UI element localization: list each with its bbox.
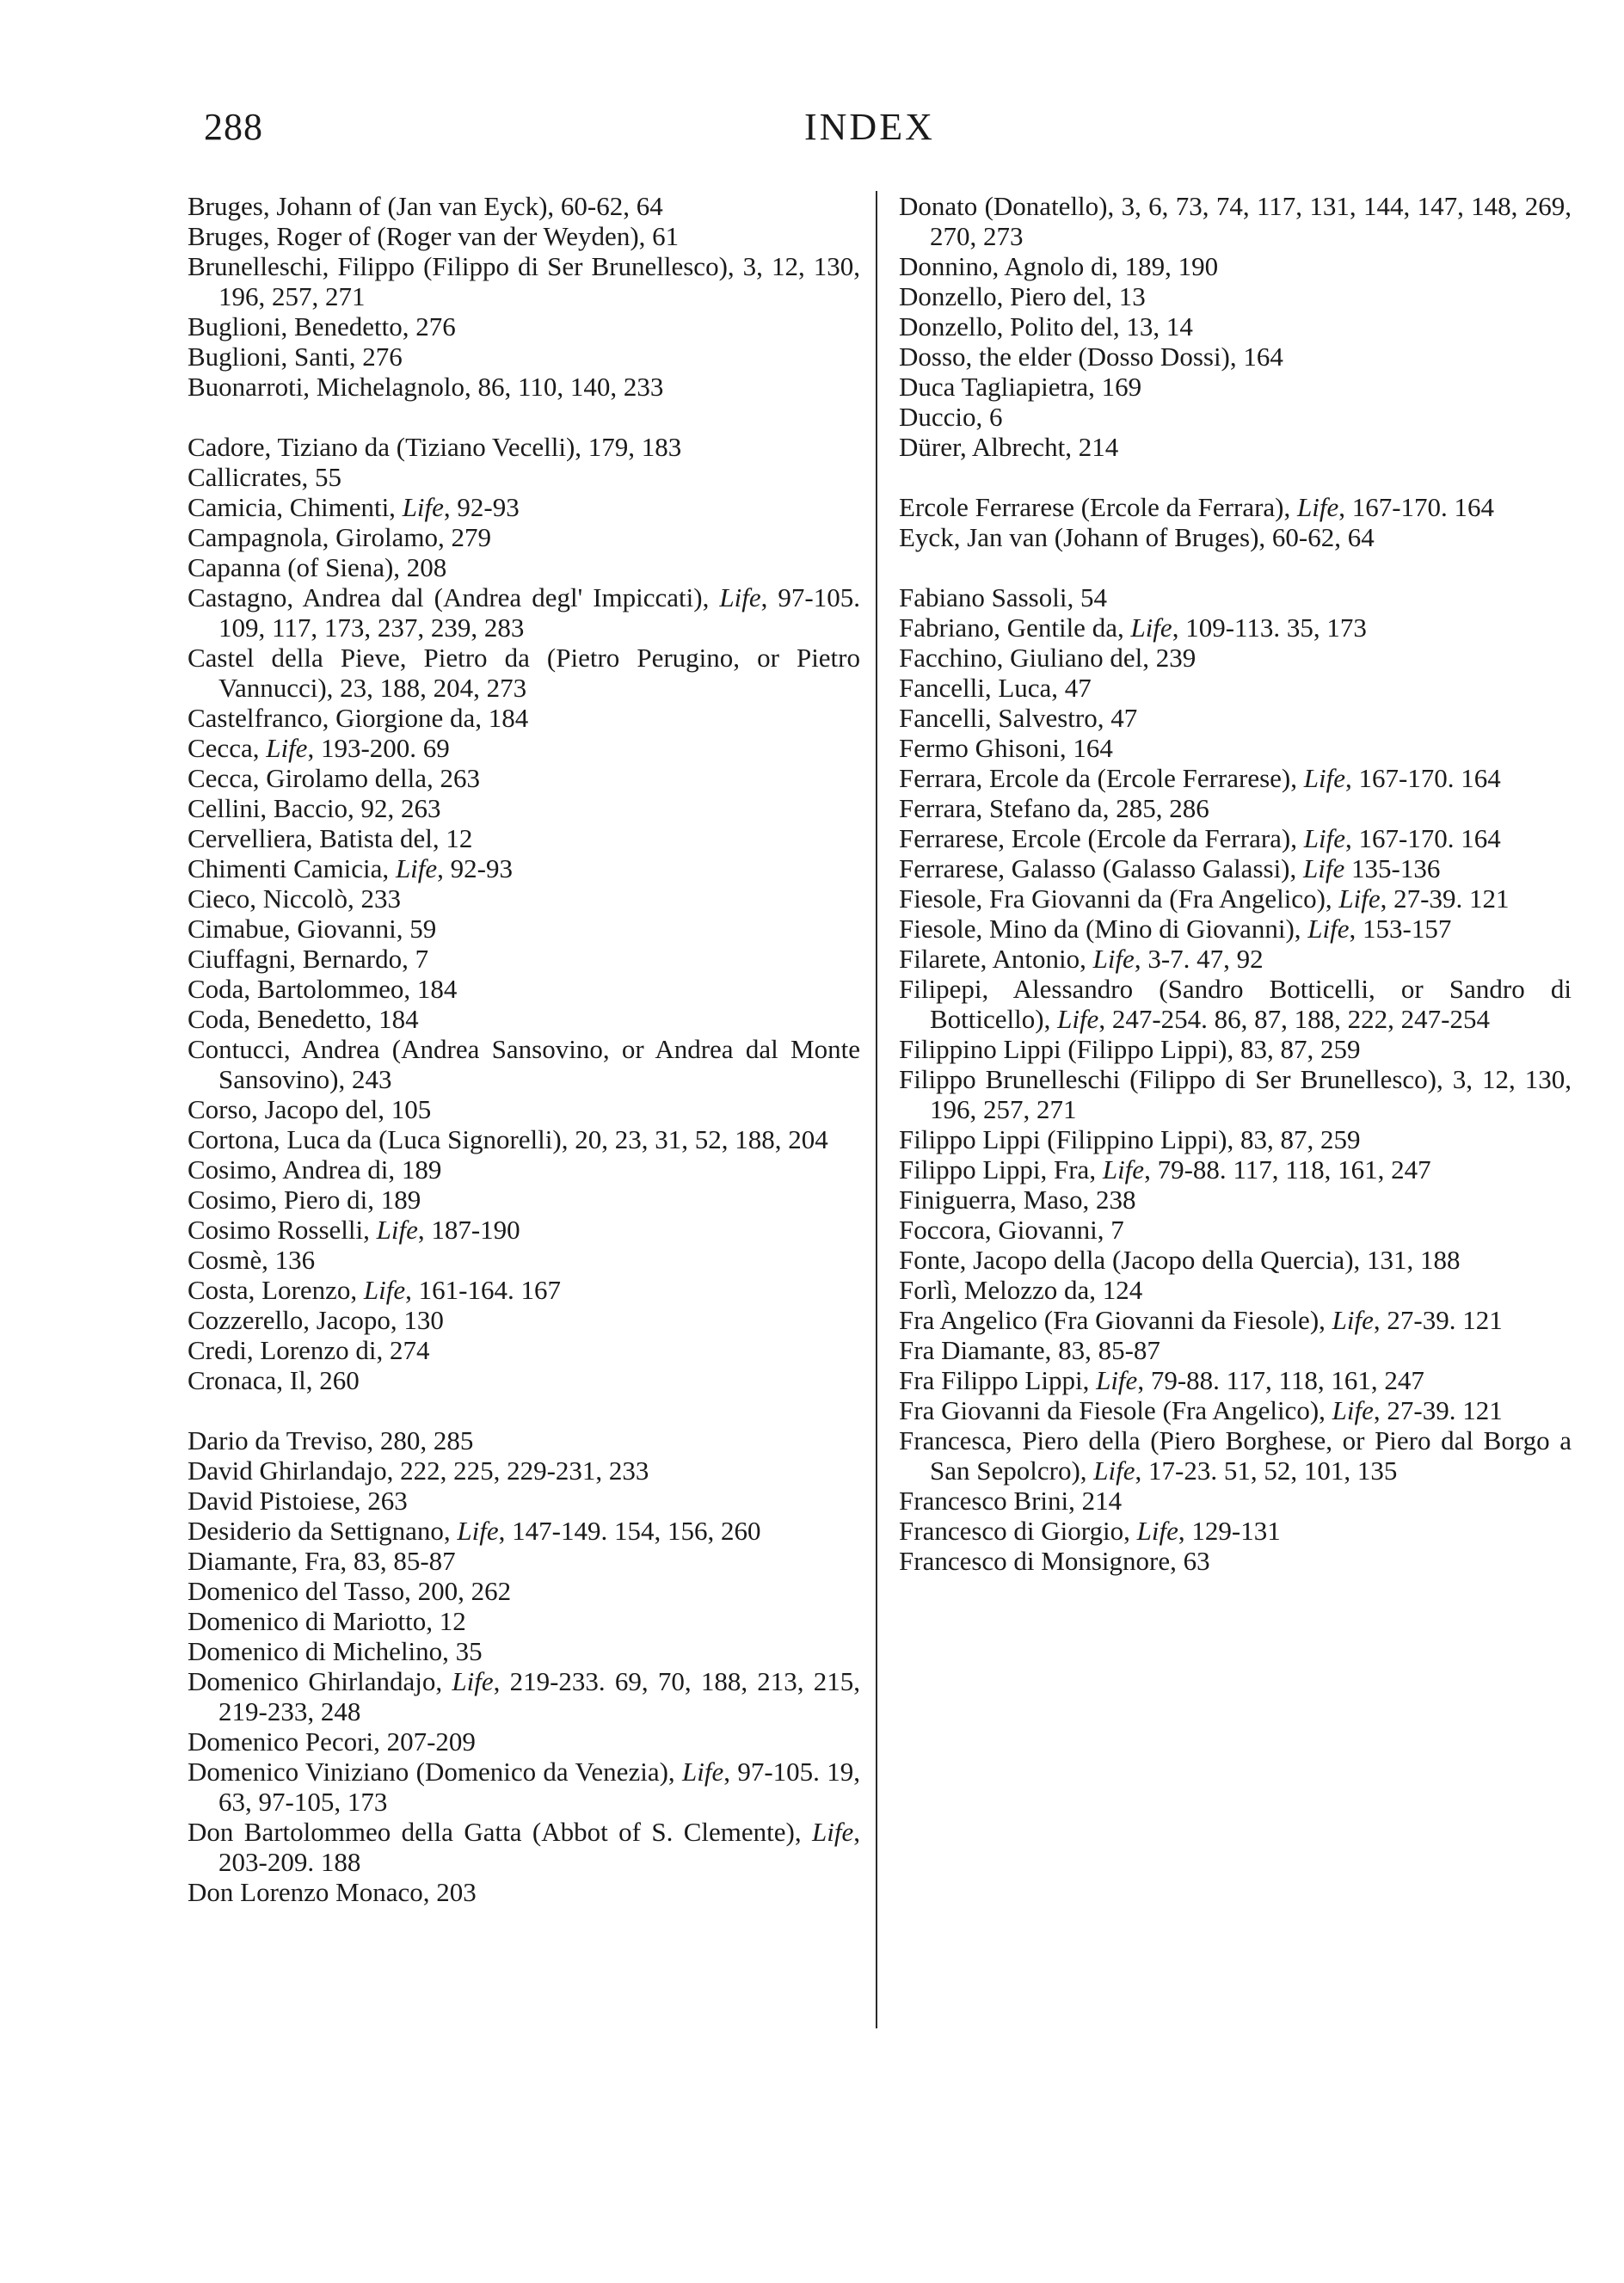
index-entry: Fra Diamante, 83, 85-87 [899, 1335, 1160, 1365]
index-entry: Filippo Lippi, Fra, Life, 79-88. 117, 118, 161, 247 [899, 1154, 1431, 1185]
letter-group-gap [188, 402, 860, 432]
index-entry: Finiguerra, Maso, 238 [899, 1185, 1136, 1215]
index-entry: Castelfranco, Giorgione da, 184 [188, 703, 529, 733]
index-entry: Fabriano, Gentile da, Life, 109-113. 35, 173 [899, 612, 1367, 643]
index-entry: Castel della Pieve, Pietro da (Pietro Perugino, or Pietro Vannucci), 23, 188, 204, 273 [188, 643, 860, 703]
page-number: 288 [204, 106, 263, 148]
index-entry: Ferrara, Ercole da (Ercole Ferrarese), Life, 167-170. 164 [899, 763, 1501, 793]
index-entry: Coda, Bartolommeo, 184 [188, 974, 458, 1004]
index-entry: Domenico di Michelino, 35 [188, 1636, 483, 1666]
letter-group-gap [188, 1395, 860, 1425]
index-entry: Domenico di Mariotto, 12 [188, 1606, 466, 1636]
index-entry: Filippo Lippi (Filippino Lippi), 83, 87, 259 [899, 1124, 1361, 1154]
index-entry: Dario da Treviso, 280, 285 [188, 1425, 474, 1455]
index-entry: Cosmè, 136 [188, 1245, 316, 1275]
index-entry: Bruges, Johann of (Jan van Eyck), 60-62, 64 [188, 191, 663, 221]
index-entry: Filippo Brunelleschi (Filippo di Ser Brunellesco), 3, 12, 130, 196, 257, 271 [899, 1064, 1572, 1124]
index-entry: Francesco di Monsignore, 63 [899, 1546, 1210, 1576]
column-divider [876, 191, 877, 2028]
index-entry: Facchino, Giuliano del, 239 [899, 643, 1196, 673]
index-entry: Capanna (of Siena), 208 [188, 552, 447, 582]
index-entry: Cadore, Tiziano da (Tiziano Vecelli), 179, 183 [188, 432, 682, 462]
index-entry: Cervelliera, Batista del, 12 [188, 823, 473, 853]
index-entry: Cimabue, Giovanni, 59 [188, 914, 437, 944]
index-entry: Duccio, 6 [899, 402, 1003, 432]
index-entry: Dürer, Albrecht, 214 [899, 432, 1119, 462]
index-entry: Dosso, the elder (Dosso Dossi), 164 [899, 342, 1283, 372]
index-entry: Castagno, Andrea dal (Andrea degl' Impiccati), Life, 97-105. 109, 117, 173, 237, 239, 283 [188, 582, 860, 643]
index-entry: Credi, Lorenzo di, 274 [188, 1335, 430, 1365]
index-entry: Don Lorenzo Monaco, 203 [188, 1877, 477, 1907]
index-entry: Cellini, Baccio, 92, 263 [188, 793, 441, 823]
index-entry: Cecca, Girolamo della, 263 [188, 763, 481, 793]
index-entry: Domenico Pecori, 207-209 [188, 1726, 476, 1757]
index-entry: Ferrarese, Galasso (Galasso Galassi), Life 135-136 [899, 853, 1441, 883]
index-entry: Domenico Viniziano (Domenico da Venezia), Life, 97-105. 19, 63, 97-105, 173 [188, 1757, 860, 1817]
index-entry: David Pistoiese, 263 [188, 1486, 408, 1516]
index-entry: Duca Tagliapietra, 169 [899, 372, 1142, 402]
index-entry: Costa, Lorenzo, Life, 161-164. 167 [188, 1275, 561, 1305]
index-entry: Fra Giovanni da Fiesole (Fra Angelico), Life, 27-39. 121 [899, 1395, 1503, 1425]
index-entry: Contucci, Andrea (Andrea Sansovino, or Andrea dal Monte Sansovino), 243 [188, 1034, 860, 1094]
index-entry: Domenico Ghirlandajo, Life, 219-233. 69, 70, 188, 213, 215, 219-233, 248 [188, 1666, 860, 1726]
index-column-right [899, 191, 1572, 1576]
index-entry: Cronaca, Il, 260 [188, 1365, 360, 1395]
index-entry: Francesca, Piero della (Piero Borghese, or Piero dal Borgo a San Sepolcro), Life, 17-23. 51, 52, 101, 135 [899, 1425, 1572, 1486]
index-entry: Fra Filippo Lippi, Life, 79-88. 117, 118, 161, 247 [899, 1365, 1424, 1395]
index-entry: Coda, Benedetto, 184 [188, 1004, 419, 1034]
index-entry: Cieco, Niccolò, 233 [188, 883, 401, 914]
index-entry: Cecca, Life, 193-200. 69 [188, 733, 450, 763]
index-entry: Desiderio da Settignano, Life, 147-149. 154, 156, 260 [188, 1516, 761, 1546]
index-entry: Chimenti Camicia, Life, 92-93 [188, 853, 513, 883]
index-entry: David Ghirlandajo, 222, 225, 229-231, 233 [188, 1455, 649, 1486]
index-entry: Cozzerello, Jacopo, 130 [188, 1305, 444, 1335]
index-entry: Fonte, Jacopo della (Jacopo della Quercia), 131, 188 [899, 1245, 1461, 1275]
index-entry: Filippino Lippi (Filippo Lippi), 83, 87, 259 [899, 1034, 1361, 1064]
index-entry: Fiesole, Mino da (Mino di Giovanni), Life, 153-157 [899, 914, 1452, 944]
index-entry: Fancelli, Salvestro, 47 [899, 703, 1138, 733]
index-entry: Cosimo, Piero di, 189 [188, 1185, 421, 1215]
index-entry: Cosimo Rosselli, Life, 187-190 [188, 1215, 520, 1245]
index-entry: Fabiano Sassoli, 54 [899, 582, 1107, 612]
index-entry: Ciuffagni, Bernardo, 7 [188, 944, 429, 974]
index-entry: Brunelleschi, Filippo (Filippo di Ser Brunellesco), 3, 12, 130, 196, 257, 271 [188, 251, 860, 311]
index-entry: Buglioni, Benedetto, 276 [188, 311, 456, 342]
index-entry: Donnino, Agnolo di, 189, 190 [899, 251, 1219, 281]
index-entry: Ercole Ferrarese (Ercole da Ferrara), Life, 167-170. 164 [899, 492, 1495, 522]
letter-group-gap [899, 552, 1572, 582]
index-entry: Fermo Ghisoni, 164 [899, 733, 1113, 763]
index-entry: Camicia, Chimenti, Life, 92-93 [188, 492, 520, 522]
index-entry: Donzello, Piero del, 13 [899, 281, 1146, 311]
index-entry: Ferrarese, Ercole (Ercole da Ferrara), Life, 167-170. 164 [899, 823, 1501, 853]
index-entry: Callicrates, 55 [188, 462, 342, 492]
index-entry: Forlì, Melozzo da, 124 [899, 1275, 1143, 1305]
page-title: INDEX [804, 106, 935, 148]
index-entry: Foccora, Giovanni, 7 [899, 1215, 1124, 1245]
index-entry: Diamante, Fra, 83, 85-87 [188, 1546, 456, 1576]
index-entry: Fra Angelico (Fra Giovanni da Fiesole), Life, 27-39. 121 [899, 1305, 1503, 1335]
index-entry: Corso, Jacopo del, 105 [188, 1094, 432, 1124]
index-entry: Donato (Donatello), 3, 6, 73, 74, 117, 131, 144, 147, 148, 269, 270, 273 [899, 191, 1572, 251]
index-entry: Campagnola, Girolamo, 279 [188, 522, 491, 552]
index-entry: Francesco di Giorgio, Life, 129-131 [899, 1516, 1281, 1546]
index-entry: Ferrara, Stefano da, 285, 286 [899, 793, 1209, 823]
index-entry: Fiesole, Fra Giovanni da (Fra Angelico), Life, 27-39. 121 [899, 883, 1510, 914]
index-entry: Francesco Brini, 214 [899, 1486, 1123, 1516]
letter-group-gap [899, 462, 1572, 492]
index-entry: Filipepi, Alessandro (Sandro Botticelli, or Sandro di Botticello), Life, 247-254. 86, 87, 188, 222, 247-254 [899, 974, 1572, 1034]
index-entry: Fancelli, Luca, 47 [899, 673, 1092, 703]
index-entry: Buglioni, Santi, 276 [188, 342, 403, 372]
index-entry: Bruges, Roger of (Roger van der Weyden), 61 [188, 221, 680, 251]
index-entry: Don Bartolommeo della Gatta (Abbot of S. Clemente), Life, 203-209. 188 [188, 1817, 860, 1877]
index-entry: Cortona, Luca da (Luca Signorelli), 20, 23, 31, 52, 188, 204 [188, 1124, 828, 1154]
index-entry: Eyck, Jan van (Johann of Bruges), 60-62, 64 [899, 522, 1375, 552]
index-entry: Domenico del Tasso, 200, 262 [188, 1576, 512, 1606]
index-entry: Donzello, Polito del, 13, 14 [899, 311, 1193, 342]
index-column-left [188, 191, 860, 1907]
index-entry: Cosimo, Andrea di, 189 [188, 1154, 442, 1185]
index-entry: Buonarroti, Michelagnolo, 86, 110, 140, 233 [188, 372, 664, 402]
index-entry: Filarete, Antonio, Life, 3-7. 47, 92 [899, 944, 1264, 974]
